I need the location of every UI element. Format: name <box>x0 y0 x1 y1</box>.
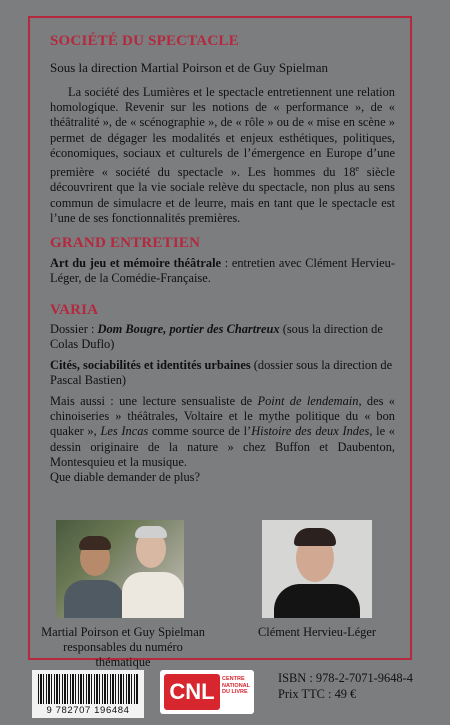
cnl-logo <box>160 670 254 714</box>
mais-aussi-paragraph <box>50 394 395 485</box>
caption-editors-line2: responsables du numéro thématique <box>63 640 183 669</box>
intro-text-a: La société des Lumières et le spectacle entretiennent une relation homologique. Revenir sur les notions de « performance », de « théâtralité », de « scénographie », de « rôle » ou de « mise en scène » permet de dégager les modalités et enjeux esthétiques, politiques, économiques, sociaux et culturels de l’émergence en Europe d’une première « société du spectacle ». Les hommes du 18 <box>50 85 395 180</box>
intro-superscript: e <box>355 164 360 174</box>
caption-editors <box>38 625 208 670</box>
section-title-entretien: GRAND ENTRETIEN <box>50 235 201 251</box>
section-title-varia: VARIA <box>50 302 99 318</box>
cites-rest: (dossier sous la direction de Pascal Bastien) <box>50 358 393 388</box>
cites-paragraph <box>50 358 395 388</box>
entretien-paragraph <box>50 256 395 286</box>
cnl-subtitle: CENTRE NATIONAL DU LIVRE <box>222 676 251 695</box>
entretien-bold: Art du jeu et mémoire théâtrale <box>50 256 222 270</box>
photo-editors <box>56 520 184 618</box>
barcode-number: 9 782707 196484 <box>46 705 130 716</box>
dossier-title: Dom Bougre, portier des Chartreux <box>97 322 280 336</box>
intro-text-b: siècle découvrirent que la vie sociale relève du spectacle, non plus au sens commun de simulacre et de leurre, mais en tant que le spectacle est l’une de ses fonctionnalités premières. <box>50 165 396 225</box>
mais-italic-2: Les Incas <box>100 424 149 439</box>
section-subtitle: Sous la direction Martial Poirson et de Guy Spielman <box>50 60 329 75</box>
caption-editors-line1: Martial Poirson et Guy Spielman <box>41 625 205 639</box>
barcode-bars <box>38 674 138 704</box>
mais-text-2: , des « chinoiseries » théâtrales, Voltaire et le mythe politique du « bon quaker », <box>50 394 395 439</box>
barcode <box>32 670 144 718</box>
isbn-block <box>278 670 438 702</box>
mais-text-4: , le « dessin originaire de la nature » chez Buffon et Daubenton, Montesquieu et la musique. <box>50 424 395 469</box>
dossier-rest: (sous la direction de Colas Duflo) <box>50 322 383 352</box>
cnl-letters: CNL <box>164 674 220 710</box>
price: Prix TTC : 49 € <box>278 687 357 701</box>
dossier-label: Dossier : <box>50 322 98 336</box>
caption-interviewee: Clément Hervieu-Léger <box>257 625 376 639</box>
mais-text-3: comme source de l’ <box>148 424 252 439</box>
section-title-spectacle: SOCIÉTÉ DU SPECTACLE <box>50 33 239 49</box>
mais-italic-3: Histoire des deux Indes <box>251 424 370 439</box>
intro-paragraph <box>50 85 395 226</box>
mais-text-1: Mais aussi : une lecture sensualiste de <box>50 394 258 408</box>
closing-line: Que diable demander de plus? <box>50 470 201 485</box>
photo-interviewee <box>262 520 372 618</box>
entretien-rest: : entretien avec Clément Hervieu-Léger, de la Comédie-Française. <box>50 256 395 286</box>
isbn-number: ISBN : 978-2-7071-9648-4 <box>278 671 413 685</box>
mais-italic-1: Point de lendemain <box>257 394 359 408</box>
dossier-paragraph <box>50 322 395 352</box>
cites-bold: Cités, sociabilités et identités urbaines <box>50 358 251 372</box>
